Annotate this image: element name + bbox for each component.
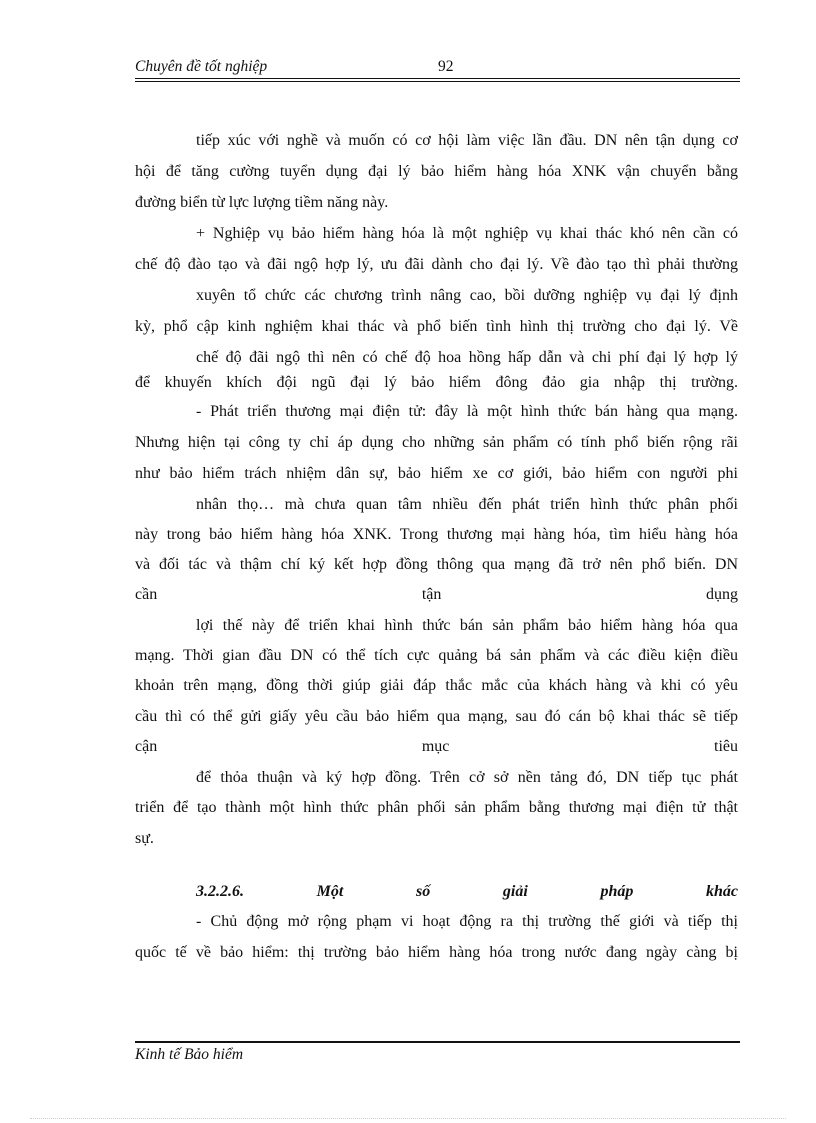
text-line: triển để tạo thành một hình thức phân phối sản phẩm bằng thương mại điện tử thật bbox=[135, 799, 738, 816]
text-line: xuyên tổ chức các chương trình nâng cao, bồi dưỡng nghiệp vụ đại lý định bbox=[196, 287, 738, 304]
page-header bbox=[135, 58, 740, 80]
text-line: kỳ, phổ cập kinh nghiệm khai thác và phổ biến tình hình thị trường cho đại lý. Về bbox=[135, 318, 738, 335]
text-line: mạng. Thời gian đầu DN có thể tích cực quảng bá sản phẩm và các điều kiện điều bbox=[135, 647, 738, 664]
page-edge-dots bbox=[30, 1118, 786, 1119]
text-line: chế độ đãi ngộ thì nên có chế độ hoa hồng hấp dẫn và chi phí đại lý hợp lý bbox=[196, 349, 738, 366]
text-line: quốc tế về bảo hiểm: thị trường bảo hiểm hàng hóa trong nước đang ngày càng bị bbox=[135, 944, 738, 961]
text-line: để thỏa thuận và ký hợp đồng. Trên cở sở nền tảng đó, DN tiếp tục phát bbox=[196, 769, 738, 786]
text-line: cầu thì có thể gửi giấy yêu cầu bảo hiểm qua mạng, sau đó cán bộ khai thác sẽ tiếp bbox=[135, 708, 738, 725]
text-line: Nhưng hiện tại công ty chỉ áp dụng cho những sản phẩm có tính phổ biến rộng rãi bbox=[135, 434, 738, 451]
page-number: 92 bbox=[438, 58, 454, 75]
text-line: + Nghiệp vụ bảo hiểm hàng hóa là một nghiệp vụ khai thác khó nên cần có bbox=[196, 225, 738, 242]
text-line: này trong bảo hiểm hàng hóa XNK. Trong thương mại hàng hóa, tìm hiểu hàng hóa bbox=[135, 526, 738, 543]
header-title: Chuyên đề tốt nghiệp bbox=[135, 58, 268, 75]
text-line: nhân thọ… mà chưa quan tâm nhiều đến phát triển hình thức phân phối bbox=[196, 496, 738, 513]
text-line: hội để tăng cường tuyển dụng đại lý bảo hiểm hàng hóa XNK vận chuyển bằng bbox=[135, 163, 738, 180]
text-line: - Phát triển thương mại điện tử: đây là một hình thức bán hàng qua mạng. bbox=[196, 403, 738, 420]
text-line: đường biển từ lực lượng tiềm năng này. bbox=[135, 194, 389, 211]
footer-rule bbox=[135, 1041, 740, 1043]
text-line: khoản trên mạng, đồng thời giúp giải đáp thắc mắc của khách hàng và khi có yêu bbox=[135, 677, 738, 694]
text-line: - Chủ động mở rộng phạm vi hoạt động ra thị trường thế giới và tiếp thị bbox=[196, 913, 738, 930]
section-heading: 3.2.2.6. Một số giải pháp khác bbox=[196, 883, 738, 900]
text-line: và đối tác và thậm chí ký kết hợp đồng thông qua mạng đã trở nên phổ biến. DN bbox=[135, 556, 738, 573]
text-line: chế độ đào tạo và đãi ngộ hợp lý, ưu đãi dành cho đại lý. Về đào tạo thì phải thường bbox=[135, 256, 738, 273]
text-line: sự. bbox=[135, 830, 154, 847]
header-rule bbox=[135, 81, 740, 82]
text-line: như bảo hiểm trách nhiệm dân sự, bảo hiểm xe cơ giới, bảo hiểm con người phi bbox=[135, 465, 738, 482]
text-line: lợi thế này để triển khai hình thức bán sản phẩm bảo hiểm hàng hóa qua bbox=[196, 617, 738, 634]
text-line: cần tận dụng bbox=[135, 586, 738, 603]
header-rule bbox=[135, 78, 740, 79]
text-line: tiếp xúc với nghề và muốn có cơ hội làm việc lần đầu. DN nên tận dụng cơ bbox=[196, 132, 738, 149]
text-line: cận mục tiêu bbox=[135, 738, 738, 755]
footer-text: Kinh tế Bảo hiểm bbox=[135, 1046, 244, 1063]
text-line: để khuyến khích đội ngũ đại lý bảo hiểm đông đảo gia nhập thị trường. bbox=[135, 374, 738, 391]
